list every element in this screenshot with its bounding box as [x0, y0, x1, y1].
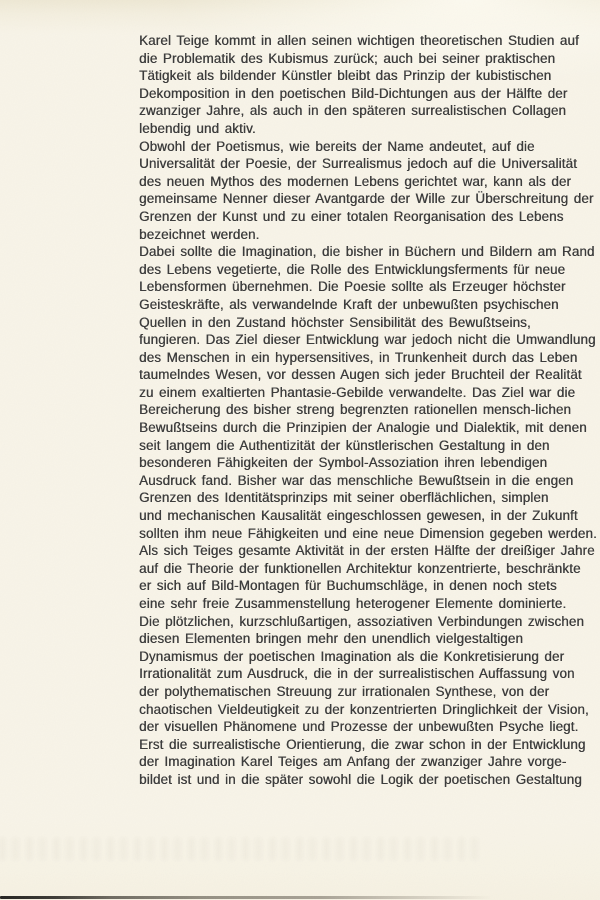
text-line: zwanziger Jahre, als auch in den späteren surrealistischen Collagen: [139, 103, 567, 119]
text-line: sollten ihm neue Fähigkeiten und eine neue Dimension gegeben werden.: [139, 525, 597, 541]
text-line: der visuellen Phänomene und Prozesse der unbewußten Psyche liegt.: [139, 719, 579, 735]
text-line: des Lebens vegetierte, die Rolle des Entwicklungsferments für neue: [139, 261, 566, 277]
text-line: Dynamismus der poetischen Imagination als die Konkretisierung der: [139, 648, 565, 664]
paragraph: [139, 243, 599, 788]
text-block: [139, 32, 599, 789]
text-line: Als sich Teiges gesamte Aktivität in der ersten Hälfte der dreißiger Jahre: [139, 543, 595, 559]
text-line: Dabei sollte die Imagination, die bisher in Büchern und Bildern am Rand: [139, 244, 595, 260]
paragraph: [139, 138, 599, 244]
text-line: Grenzen des Identitätsprinzips mit seiner oberflächlichen, simplen: [139, 490, 549, 506]
text-line: bezeichnet werden.: [139, 226, 260, 242]
text-line: des Menschen in ein hypersensitives, in Trunkenheit durch das Leben: [139, 349, 578, 365]
text-line: besonderen Fähigkeiten der Symbol-Assoziation ihren lebendigen: [139, 455, 548, 471]
text-line: gemeinsame Nenner dieser Avantgarde der Wille zur Überschreitung der: [139, 191, 594, 207]
text-line: Grenzen der Kunst und zu einer totalen Reorganisation des Lebens: [139, 208, 564, 224]
text-line: Ausdruck fand. Bisher war das menschliche Bewußtsein in die engen: [139, 472, 574, 488]
text-line: chaotischen Vieldeutigkeit zu der konzentrierten Dringlichkeit der Vision,: [139, 701, 589, 717]
text-line: taumelndes Wesen, vor dessen Augen sich jeder Bruchteil der Realität: [139, 367, 582, 383]
text-line: fungieren. Das Ziel dieser Entwicklung war jedoch nicht die Umwandlung: [139, 332, 596, 348]
text-line: er sich auf Bild-Montagen für Buchumschläge, in denen noch stets: [139, 578, 557, 594]
text-line: Bewußtseins durch die Prinzipien der Analogie und Dialektik, mit denen: [139, 420, 587, 436]
text-line: Dekomposition in den poetischen Bild-Dichtungen aus der Hälfte der: [139, 85, 568, 101]
text-line: Die plötzlichen, kurzschlußartigen, assoziativen Verbindungen zwischen: [139, 613, 584, 629]
text-line: lebendig und aktiv.: [139, 120, 256, 136]
text-line: Karel Teige kommt in allen seinen wichtigen theoretischen Studien auf: [139, 33, 579, 48]
text-line: Irrationalität zum Ausdruck, die in der surrealistischen Auffassung von: [139, 666, 575, 682]
text-line: Tätigkeit als bildender Künstler bleibt das Prinzip der kubistischen: [139, 68, 552, 84]
text-line: Lebensformen übernehmen. Die Poesie sollte als Erzeuger höchster: [139, 279, 566, 295]
text-line: eine sehr freie Zusammenstellung heterogener Elemente dominierte.: [139, 596, 567, 611]
text-line: und mechanischen Kausalität eingeschlossen gewesen, in der Zukunft: [139, 508, 578, 524]
text-line: Bereicherung des bisher streng begrenzten rationellen mensch-lichen: [139, 402, 572, 418]
text-line: Obwohl der Poetismus, wie bereits der Name andeutet, auf die: [139, 138, 535, 154]
scan-smudge: [0, 838, 478, 860]
text-line: der Imagination Karel Teiges am Anfang der zwanziger Jahre vorge-: [139, 754, 567, 770]
text-line: die Problematik des Kubismus zurück; auch bei seiner praktischen: [139, 50, 556, 66]
text-line: Quellen in den Zustand höchster Sensibilität des Bewußtseins,: [139, 314, 531, 330]
paragraph: [139, 32, 599, 138]
text-line: Geisteskräfte, als verwandelnde Kraft der unbewußten psychischen: [139, 296, 559, 312]
text-line: der polythematischen Streuung zur irrationalen Synthese, von der: [139, 683, 550, 699]
text-line: diesen Elementen bringen mehr den unendlich vielgestaltigen: [139, 631, 523, 647]
text-line: auf die Theorie der funktionellen Architektur konzentrierte, beschränkte: [139, 560, 581, 576]
text-line: Universalität der Poesie, der Surrealismus jedoch auf die Universalität: [139, 156, 578, 172]
text-line: des neuen Mythos des modernen Lebens gerichtet war, kann als der: [139, 173, 572, 189]
scan-edge-line: [0, 896, 492, 899]
text-line: Erst die surrealistische Orientierung, die zwar schon in der Entwicklung: [139, 736, 586, 752]
text-line: seit langem die Authentizität der künstlerischen Gestaltung in den: [139, 437, 550, 453]
text-line: bildet ist und in die später sowohl die Logik der poetischen Gestaltung: [139, 771, 582, 787]
text-line: zu einem exaltierten Phantasie-Gebilde verwandelte. Das Ziel war die: [139, 384, 576, 400]
